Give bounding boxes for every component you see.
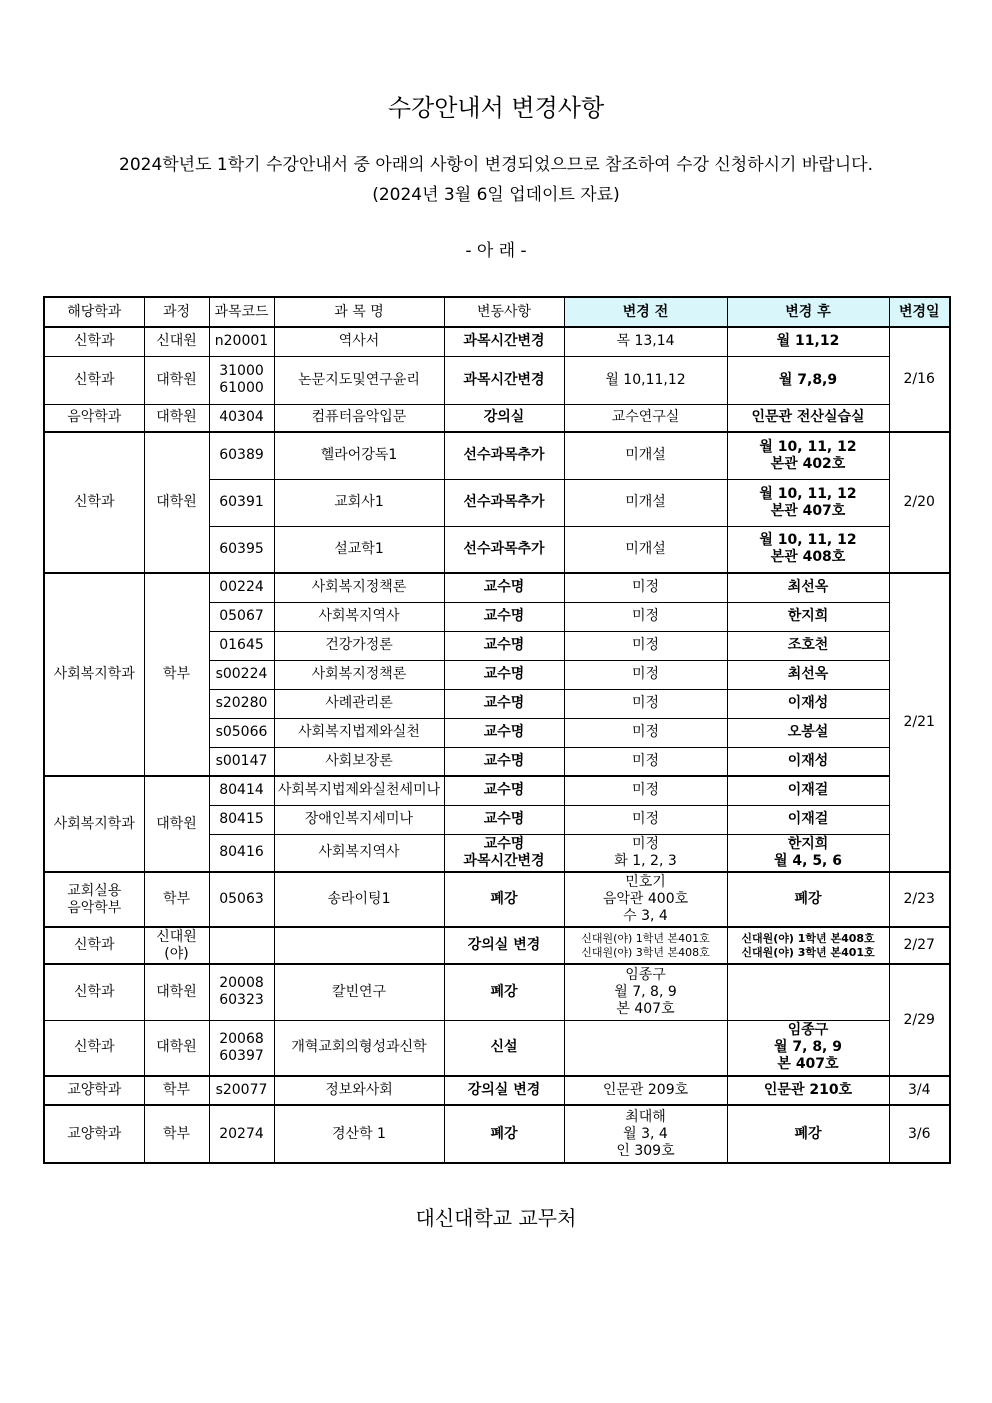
cell-change: 선수과목추가 [444,526,564,573]
cell-dept: 신학과 [44,356,144,404]
header-after: 변경 후 [727,297,889,327]
cell-before: 미정 [564,718,727,747]
update-note: (2024년 3월 6일 업데이트 자료) [372,185,620,205]
cell-subject: 역사서 [274,327,444,356]
cell-code: 31000 61000 [209,356,274,404]
table-row [44,1076,950,1105]
cell-subject: 사회복지법제와실천세미나 [274,776,444,805]
cell-subject: 건강가정론 [274,631,444,660]
header-change: 변동사항 [444,297,564,327]
below-label: - 아 래 - [465,241,527,261]
cell-before: 미개설 [564,526,727,573]
cell-course: 학부 [144,573,209,776]
header-date: 변경일 [889,297,950,327]
cell-change: 교수명 [444,718,564,747]
table-row [44,872,950,927]
cell-subject [274,927,444,964]
footer-issuer: 대신대학교 교무처 [415,1206,577,1230]
cell-after: 이재성 [727,747,889,776]
table-row [44,1105,950,1163]
cell-after [727,964,889,1020]
cell-change: 신설 [444,1020,564,1076]
cell-code: 60389 [209,432,274,479]
cell-course: 대학원 [144,432,209,573]
cell-course: 대학원 [144,1020,209,1076]
cell-change: 선수과목추가 [444,479,564,526]
cell-subject: 설교학1 [274,526,444,573]
cell-after: 오봉설 [727,718,889,747]
cell-before: 월 10,11,12 [564,356,727,404]
cell-code: 20008 60323 [209,964,274,1020]
cell-before: 민호기 음악관 400호 수 3, 4 [564,872,727,927]
cell-change: 교수명 [444,631,564,660]
cell-before: 미정 [564,689,727,718]
cell-change: 교수명 [444,805,564,834]
cell-code: 05067 [209,602,274,631]
page-title: 수강안내서 변경사항 [387,94,605,122]
cell-before: 미개설 [564,479,727,526]
cell-dept: 교회실용 음악학부 [44,872,144,927]
cell-change: 폐강 [444,1105,564,1163]
cell-after: 최선옥 [727,573,889,602]
cell-change: 폐강 [444,964,564,1020]
cell-dept: 신학과 [44,927,144,964]
table-row [44,356,950,404]
cell-course: 대학원 [144,356,209,404]
cell-before: 최대해 월 3, 4 인 309호 [564,1105,727,1163]
cell-code: s20280 [209,689,274,718]
cell-after: 월 10, 11, 12 본관 407호 [727,479,889,526]
cell-after: 조호천 [727,631,889,660]
cell-course: 학부 [144,872,209,927]
cell-change: 교수명 [444,573,564,602]
cell-code: s00224 [209,660,274,689]
cell-subject: 사회복지정책론 [274,573,444,602]
cell-date: 2/16 [889,327,950,432]
cell-code: 05063 [209,872,274,927]
cell-before: 목 13,14 [564,327,727,356]
cell-change: 폐강 [444,872,564,927]
cell-course: 대학원 [144,404,209,432]
table-row [44,404,950,432]
cell-subject: 사회보장론 [274,747,444,776]
cell-dept: 신학과 [44,964,144,1020]
cell-code: 20068 60397 [209,1020,274,1076]
cell-change: 교수명 [444,660,564,689]
table-row [44,1020,950,1076]
cell-dept: 사회복지학과 [44,573,144,776]
cell-code: 40304 [209,404,274,432]
cell-before: 미정 [564,805,727,834]
cell-subject: 경산학 1 [274,1105,444,1163]
header-before: 변경 전 [564,297,727,327]
cell-dept: 신학과 [44,432,144,573]
table-row [44,964,950,1020]
table-row [44,927,950,964]
cell-dept: 교양학과 [44,1105,144,1163]
cell-before: 미정 화 1, 2, 3 [564,834,727,872]
cell-subject: 헬라어강독1 [274,432,444,479]
cell-date: 2/27 [889,927,950,964]
cell-change: 강의실 [444,404,564,432]
cell-after: 한지희 [727,602,889,631]
cell-course: 학부 [144,1105,209,1163]
cell-after: 이재걸 [727,805,889,834]
table-row [44,776,950,805]
cell-subject: 개혁교회의형성과신학 [274,1020,444,1076]
cell-after: 폐강 [727,1105,889,1163]
cell-change: 강의실 변경 [444,927,564,964]
cell-change: 교수명 과목시간변경 [444,834,564,872]
cell-subject: 사회복지역사 [274,834,444,872]
cell-course: 대학원 [144,776,209,872]
cell-dept: 신학과 [44,1020,144,1076]
cell-subject: 교회사1 [274,479,444,526]
cell-subject: 사회복지정책론 [274,660,444,689]
cell-code: s20077 [209,1076,274,1105]
cell-before: 미정 [564,747,727,776]
cell-before: 미개설 [564,432,727,479]
header-course: 과정 [144,297,209,327]
cell-after: 신대원(야) 1학년 본408호 신대원(야) 3학년 본401호 [727,927,889,964]
cell-code: s00147 [209,747,274,776]
cell-subject: 정보와사회 [274,1076,444,1105]
cell-date: 3/6 [889,1105,950,1163]
cell-dept: 신학과 [44,327,144,356]
cell-before: 미정 [564,573,727,602]
changes-table [43,296,951,1164]
cell-code: s05066 [209,718,274,747]
cell-dept: 사회복지학과 [44,776,144,872]
cell-after: 이재성 [727,689,889,718]
cell-after: 월 10, 11, 12 본관 408호 [727,526,889,573]
cell-subject: 사례관리론 [274,689,444,718]
cell-after: 월 11,12 [727,327,889,356]
cell-subject: 논문지도및연구윤리 [274,356,444,404]
cell-code: 00224 [209,573,274,602]
cell-course: 학부 [144,1076,209,1105]
cell-code: 60391 [209,479,274,526]
intro-text: 2024학년도 1학기 수강안내서 중 아래의 사항이 변경되었으므로 참조하여 수강 신청하시기 바랍니다. [119,155,873,175]
header-row [44,297,950,327]
cell-after: 이재걸 [727,776,889,805]
cell-change: 교수명 [444,689,564,718]
cell-date: 2/21 [889,573,950,872]
cell-change: 교수명 [444,747,564,776]
table-row [44,432,950,479]
table-row [44,573,950,602]
cell-before: 임종구 월 7, 8, 9 본 407호 [564,964,727,1020]
cell-dept: 교양학과 [44,1076,144,1105]
cell-before: 미정 [564,602,727,631]
header-dept: 해당학과 [44,297,144,327]
cell-before [564,1020,727,1076]
cell-after: 한지희 월 4, 5, 6 [727,834,889,872]
cell-before: 미정 [564,776,727,805]
cell-subject: 장애인복지세미나 [274,805,444,834]
cell-subject: 컴퓨터음악입문 [274,404,444,432]
cell-before: 미정 [564,631,727,660]
cell-change: 교수명 [444,776,564,805]
table-row [44,327,950,356]
cell-subject: 송라이팅1 [274,872,444,927]
cell-course: 신대원 (야) [144,927,209,964]
cell-date: 2/23 [889,872,950,927]
cell-before: 교수연구실 [564,404,727,432]
cell-after: 폐강 [727,872,889,927]
cell-after: 월 7,8,9 [727,356,889,404]
cell-change: 교수명 [444,602,564,631]
cell-code: 60395 [209,526,274,573]
cell-course: 신대원 [144,327,209,356]
cell-code [209,927,274,964]
cell-subject: 칼빈연구 [274,964,444,1020]
cell-change: 과목시간변경 [444,356,564,404]
cell-before: 인문관 209호 [564,1076,727,1105]
cell-code: 01645 [209,631,274,660]
cell-change: 선수과목추가 [444,432,564,479]
cell-after: 최선옥 [727,660,889,689]
header-code: 과목코드 [209,297,274,327]
cell-after: 인문관 210호 [727,1076,889,1105]
cell-dept: 음악학과 [44,404,144,432]
cell-change: 과목시간변경 [444,327,564,356]
cell-course: 대학원 [144,964,209,1020]
cell-date: 3/4 [889,1076,950,1105]
cell-date: 2/29 [889,964,950,1076]
cell-subject: 사회복지역사 [274,602,444,631]
cell-code: 80415 [209,805,274,834]
cell-code: n20001 [209,327,274,356]
cell-before: 신대원(야) 1학년 본401호 신대원(야) 3학년 본408호 [564,927,727,964]
header-subject: 과 목 명 [274,297,444,327]
cell-change: 강의실 변경 [444,1076,564,1105]
cell-subject: 사회복지법제와실천 [274,718,444,747]
cell-before: 미정 [564,660,727,689]
cell-after: 월 10, 11, 12 본관 402호 [727,432,889,479]
cell-code: 80416 [209,834,274,872]
cell-code: 20274 [209,1105,274,1163]
cell-after: 임종구 월 7, 8, 9 본 407호 [727,1020,889,1076]
cell-code: 80414 [209,776,274,805]
cell-date: 2/20 [889,432,950,573]
cell-after: 인문관 전산실습실 [727,404,889,432]
